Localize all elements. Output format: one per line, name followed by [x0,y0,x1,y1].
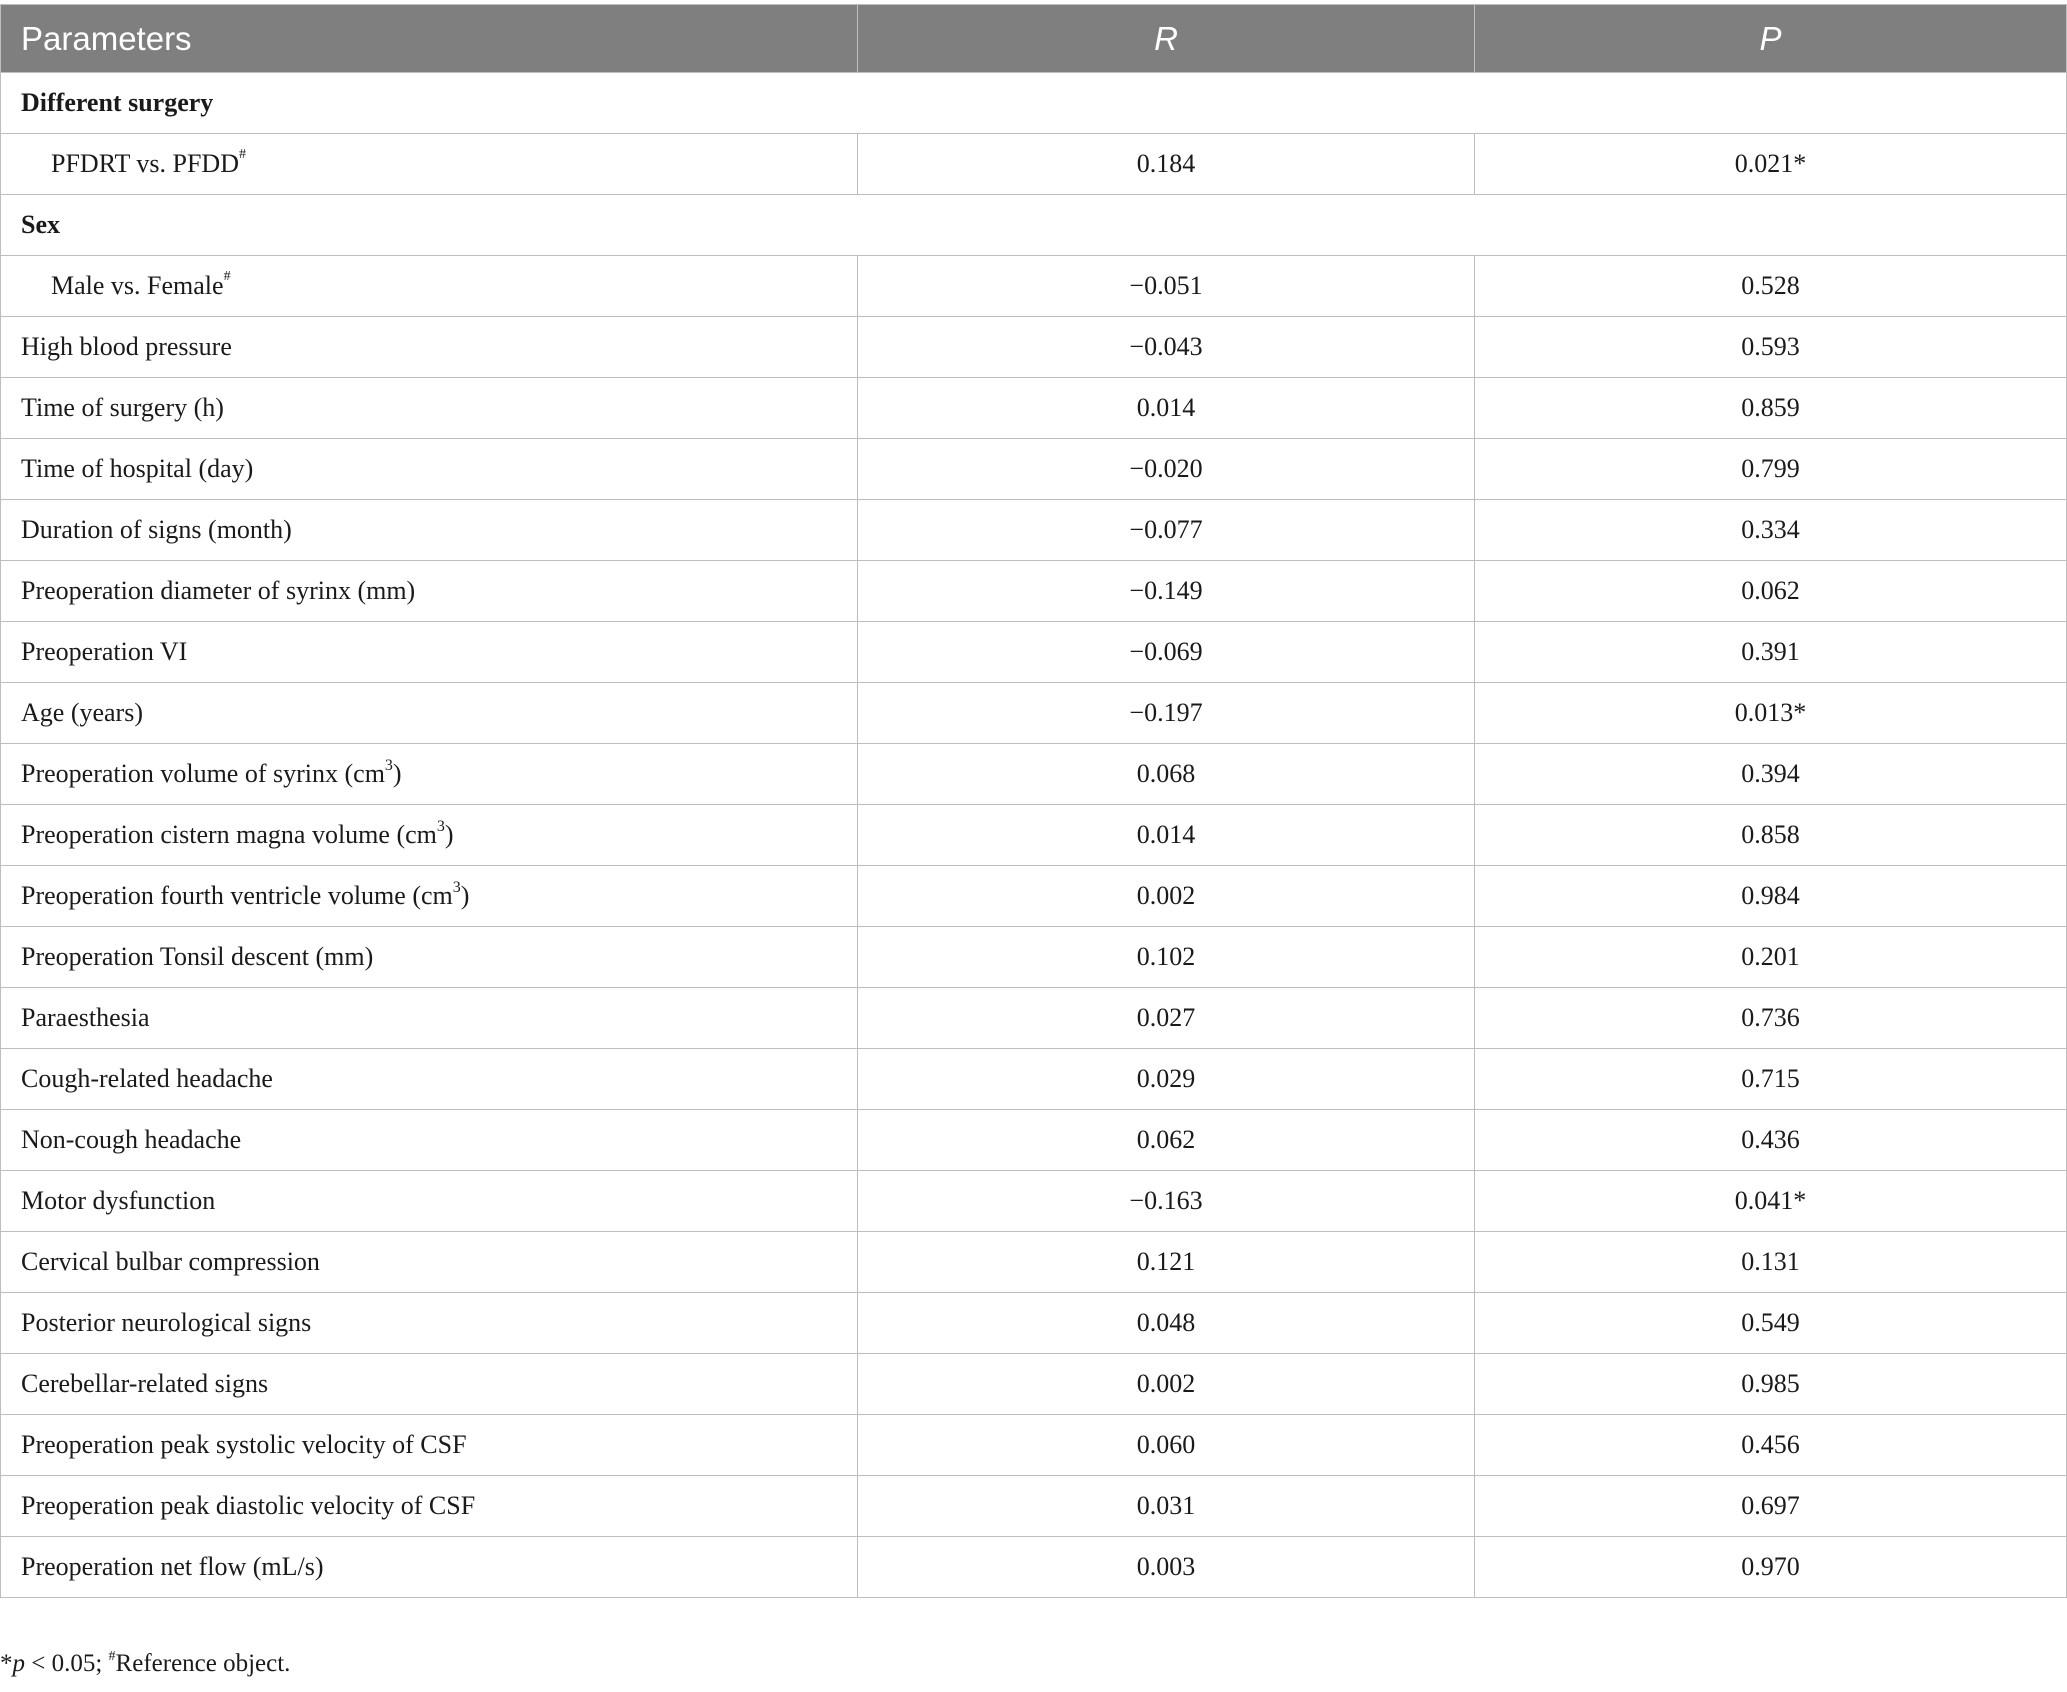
r-value-cell: 0.062 [858,1110,1475,1171]
p-value-cell: 0.201 [1475,927,2067,988]
header-p: P [1475,5,2067,73]
r-value-cell: −0.051 [858,256,1475,317]
r-value-cell: 0.102 [858,927,1475,988]
p-value-cell: 0.715 [1475,1049,2067,1110]
table-row [1,561,2067,622]
r-value-cell: 0.014 [858,805,1475,866]
parameter-label: Preoperation peak systolic velocity of CSF [21,1430,467,1459]
parameter-cell [1,500,858,561]
parameter-label: Cough-related headache [21,1064,273,1093]
parameter-label: PFDRT vs. PFDD [51,149,239,178]
parameter-cell [1,622,858,683]
correlation-table [0,4,2067,1598]
footnote-star: * [0,1650,13,1677]
parameter-cell [1,378,858,439]
parameter-label: Preoperation VI [21,637,188,666]
p-value-cell: 0.697 [1475,1476,2067,1537]
table-row [1,1293,2067,1354]
parameter-cell [1,805,858,866]
p-value-cell: 0.985 [1475,1354,2067,1415]
parameter-label: Time of hospital (day) [21,454,254,483]
r-value-cell: −0.149 [858,561,1475,622]
table-row [1,927,2067,988]
r-value-cell: 0.121 [858,1232,1475,1293]
header-parameters: Parameters [1,5,858,73]
r-value-cell: −0.197 [858,683,1475,744]
table-row [1,378,2067,439]
r-value-cell: 0.014 [858,378,1475,439]
r-value-cell: 0.002 [858,866,1475,927]
header-r: R [858,5,1475,73]
p-value-cell: 0.041* [1475,1171,2067,1232]
parameter-cell [1,1537,858,1598]
table-row [1,622,2067,683]
table-row [1,134,2067,195]
table-row [1,744,2067,805]
table-row [1,256,2067,317]
table-row [1,866,2067,927]
parameter-label: High blood pressure [21,332,232,361]
p-value-cell: 0.799 [1475,439,2067,500]
parameter-label-end: ) [460,881,470,910]
parameter-cell [1,927,858,988]
parameter-label: Motor dysfunction [21,1186,216,1215]
r-value-cell: −0.043 [858,317,1475,378]
p-value-cell: 0.391 [1475,622,2067,683]
parameter-label: Time of surgery (h) [21,393,224,422]
table-row [1,1110,2067,1171]
p-value-cell: 0.593 [1475,317,2067,378]
table-row [1,1537,2067,1598]
r-value-cell: −0.163 [858,1171,1475,1232]
parameter-cell [1,317,858,378]
parameter-cell [1,439,858,500]
p-value-cell: 0.334 [1475,500,2067,561]
parameter-label: Cerebellar-related signs [21,1369,269,1398]
p-value-cell: 0.984 [1475,866,2067,927]
parameter-label: Preoperation net flow (mL/s) [21,1552,324,1581]
reference-mark: # [223,269,231,284]
parameter-label: Duration of signs (month) [21,515,292,544]
reference-mark: # [238,147,246,162]
r-value-cell: −0.077 [858,500,1475,561]
parameter-label: Male vs. Female [51,271,224,300]
r-value-cell: −0.020 [858,439,1475,500]
table-footnote [0,1650,290,1678]
table-row [1,1476,2067,1537]
parameter-label: Preoperation fourth ventricle volume (cm [21,881,453,910]
parameter-cell [1,561,858,622]
parameter-cell [1,1232,858,1293]
parameter-cell [1,744,858,805]
section-label: Different surgery [1,73,2067,134]
parameter-label: Preoperation diameter of syrinx (mm) [21,576,416,605]
p-value-cell: 0.549 [1475,1293,2067,1354]
parameter-cell [1,1415,858,1476]
parameter-label: Preoperation peak diastolic velocity of CSF [21,1491,476,1520]
parameter-cell [1,1293,858,1354]
p-value-cell: 0.528 [1475,256,2067,317]
p-value-cell: 0.736 [1475,988,2067,1049]
parameter-cell [1,1049,858,1110]
parameter-label: Preoperation Tonsil descent (mm) [21,942,374,971]
p-value-cell: 0.131 [1475,1232,2067,1293]
section-row [1,73,2067,134]
parameter-label: Cervical bulbar compression [21,1247,320,1276]
table-row [1,1354,2067,1415]
footnote-p-symbol: p [12,1650,25,1677]
r-value-cell: 0.003 [858,1537,1475,1598]
table-row [1,1049,2067,1110]
footnote-hash: # [108,1649,116,1664]
r-value-cell: 0.184 [858,134,1475,195]
parameter-cell [1,256,858,317]
r-value-cell: 0.048 [858,1293,1475,1354]
table-row [1,988,2067,1049]
unit-superscript: 3 [436,818,445,835]
parameter-label: Preoperation cistern magna volume (cm [21,820,437,849]
r-value-cell: −0.069 [858,622,1475,683]
p-value-cell: 0.013* [1475,683,2067,744]
footnote-condition: < 0.05; [25,1650,109,1677]
table-row [1,1415,2067,1476]
parameter-cell [1,866,858,927]
parameter-label: Age (years) [21,698,143,727]
parameter-label-end: ) [392,759,402,788]
unit-superscript: 3 [384,757,393,774]
parameter-label: Paraesthesia [21,1003,150,1032]
r-value-cell: 0.029 [858,1049,1475,1110]
table-row [1,805,2067,866]
p-value-cell: 0.394 [1475,744,2067,805]
p-value-cell: 0.858 [1475,805,2067,866]
r-value-cell: 0.060 [858,1415,1475,1476]
table-row [1,317,2067,378]
parameter-cell [1,683,858,744]
parameter-cell [1,1354,858,1415]
table-row [1,1171,2067,1232]
parameter-cell [1,988,858,1049]
p-value-cell: 0.970 [1475,1537,2067,1598]
table-row [1,439,2067,500]
p-value-cell: 0.456 [1475,1415,2067,1476]
parameter-cell [1,1110,858,1171]
p-value-cell: 0.436 [1475,1110,2067,1171]
section-label: Sex [1,195,2067,256]
parameter-label-end: ) [444,820,454,849]
r-value-cell: 0.031 [858,1476,1475,1537]
table-row [1,1232,2067,1293]
p-value-cell: 0.062 [1475,561,2067,622]
table-header-row [1,5,2067,73]
parameter-cell [1,134,858,195]
footnote-reference: Reference object. [115,1650,291,1677]
r-value-cell: 0.002 [858,1354,1475,1415]
parameter-cell [1,1171,858,1232]
parameter-cell [1,1476,858,1537]
table-row [1,500,2067,561]
r-value-cell: 0.027 [858,988,1475,1049]
results-table-container [0,4,2067,1598]
unit-superscript: 3 [452,879,461,896]
table-row [1,683,2067,744]
parameter-label: Posterior neurological signs [21,1308,312,1337]
table-body [1,73,2067,1598]
p-value-cell: 0.021* [1475,134,2067,195]
p-value-cell: 0.859 [1475,378,2067,439]
section-row [1,195,2067,256]
parameter-label: Non-cough headache [21,1125,242,1154]
r-value-cell: 0.068 [858,744,1475,805]
parameter-label: Preoperation volume of syrinx (cm [21,759,385,788]
